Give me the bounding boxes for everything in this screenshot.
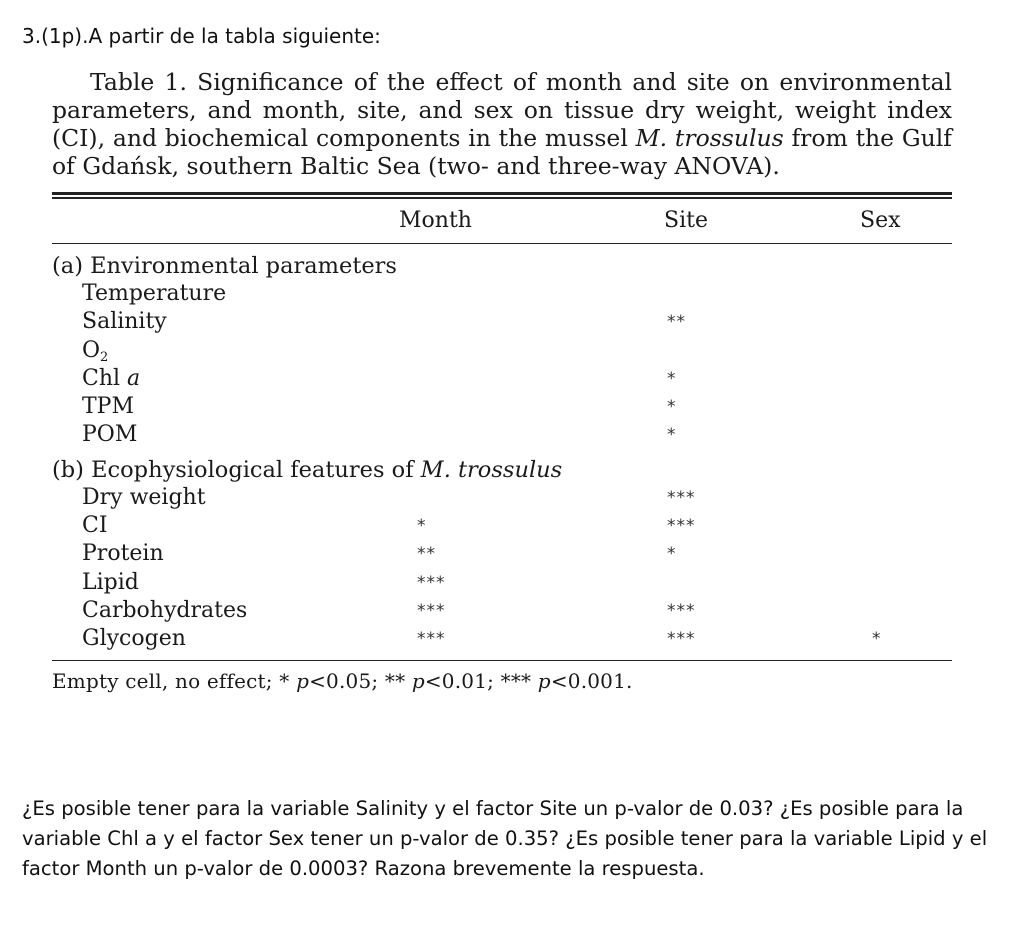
row-label: CI: [82, 513, 108, 539]
section-environmental: (a) Environmental parameters: [52, 253, 397, 279]
table-row: [52, 484, 952, 512]
site-significance: *: [667, 368, 677, 389]
site-significance: *: [667, 425, 677, 446]
month-significance: ***: [417, 600, 446, 621]
sex-significance: *: [872, 629, 882, 650]
site-significance: ***: [667, 629, 696, 650]
table-row: [52, 308, 952, 336]
table-row: [52, 625, 952, 653]
caption-text: Significance of the effect of month and site on environmental parameters, and month, site, and sex on tissue dry weight, weight index (CI), and biochemical components in the mussel: [52, 68, 952, 152]
exercise-heading: 3.(1p).A partir de la tabla siguiente:: [22, 24, 381, 48]
table-caption: [52, 68, 952, 180]
table-footnote: Empty cell, no effect; * p<0.05; ** p<0.01; *** p<0.001.: [52, 669, 633, 694]
month-significance: **: [417, 544, 436, 565]
column-site: Site: [664, 207, 708, 233]
month-significance: ***: [417, 629, 446, 650]
row-label: Lipid: [82, 569, 139, 595]
row-label: Temperature: [82, 281, 227, 306]
site-significance: ***: [667, 516, 696, 537]
table-row: [52, 569, 952, 597]
table-row: [52, 393, 952, 421]
caption-text-end: from the Gulf of Gdańsk, southern Baltic Sea (two- and three-way ANOVA).: [52, 124, 952, 180]
column-month: Month: [399, 207, 472, 233]
row-label: Salinity: [82, 309, 167, 335]
table-bottom-rule: [52, 660, 952, 662]
column-sex: Sex: [860, 207, 901, 233]
table-row: [52, 280, 952, 308]
row-label: Protein: [82, 541, 164, 567]
caption-species: M. trossulus: [635, 124, 784, 152]
row-label: Carbohydrates: [82, 597, 248, 623]
site-significance: ***: [667, 487, 696, 508]
row-label: Chl a: [82, 365, 141, 391]
table-row: [52, 365, 952, 393]
caption-label: Table 1.: [90, 68, 187, 96]
row-label: POM: [82, 422, 138, 448]
column-header-row: [52, 199, 952, 243]
site-significance: *: [667, 544, 677, 565]
month-significance: ***: [417, 572, 446, 593]
site-significance: **: [667, 312, 686, 333]
row-label: TPM: [82, 394, 135, 420]
table-row: [52, 540, 952, 568]
table-row: [52, 421, 952, 449]
row-label: Glycogen: [82, 626, 186, 652]
table-row: [52, 512, 952, 540]
site-significance: *: [667, 397, 677, 418]
month-significance: *: [417, 516, 427, 537]
site-significance: ***: [667, 600, 696, 621]
table-row: [52, 337, 952, 365]
row-label: Dry weight: [82, 484, 206, 510]
anova-table: [52, 68, 952, 693]
section-ecophysiological: (b) Ecophysiological features of M. trossulus: [52, 456, 563, 483]
question-text: ¿Es posible tener para la variable Salinity y el factor Site un p-valor de 0.03? ¿Es posible para la variable Chl a y el factor Sex tener un p-valor de 0.35? ¿Es posible tener para la variable Lipid y el factor Month un p-valor de 0.0003? Razona brevemente la respuesta.: [22, 797, 988, 880]
table-row: [52, 597, 952, 625]
row-label: $O_2$: [82, 337, 109, 365]
